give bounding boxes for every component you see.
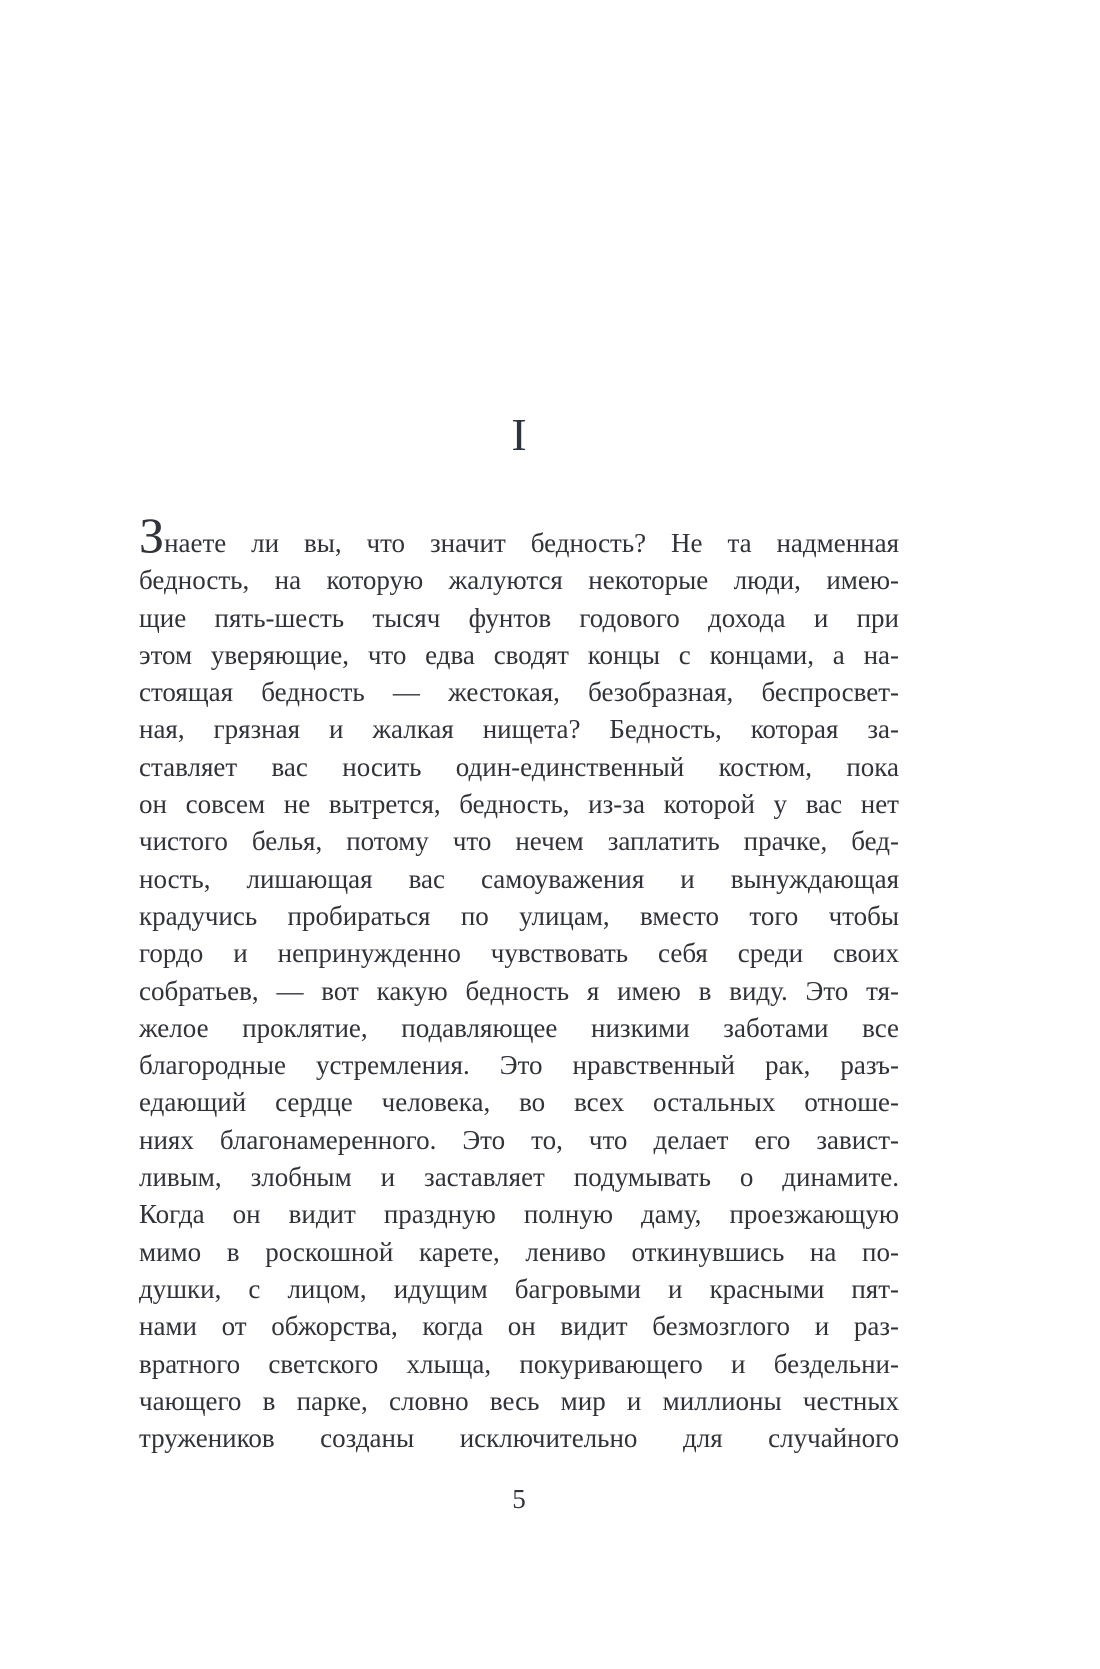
text-line: Когда он видит праздную полную даму, проезжающую: [139, 1199, 899, 1230]
text-line: благородные устремления. Это нравственный рак, разъ-: [139, 1050, 899, 1081]
text-line: ность, лишающая вас самоуважения и вынуждающая: [139, 863, 899, 894]
text-line: чистого белья, потому что нечем заплатить прачке, бед-: [139, 826, 899, 857]
text-line: желое проклятие, подавляющее низкими заботами все: [139, 1012, 899, 1043]
text-line: он совсем не вытрется, бедность, из-за которой у вас нет: [139, 789, 899, 820]
text-line: ная, грязная и жалкая нищета? Бедность, которая за-: [139, 714, 899, 745]
text-line: едающий сердце человека, во всех остальных отноше-: [139, 1087, 899, 1118]
text-line: душки, с лицом, идущим багровыми и красными пят-: [139, 1273, 899, 1304]
text-lines: [139, 562, 899, 1457]
text-line: бедность, на которую жалуются некоторые люди, имею-: [139, 565, 899, 596]
text-line: вратного светского хлыща, покуривающего и бездельни-: [139, 1348, 899, 1379]
text-line: ниях благонамеренного. Это то, что делает его завист-: [139, 1124, 899, 1155]
text-line: чающего в парке, словно весь мир и миллионы честных: [139, 1385, 899, 1416]
text-line: крадучись пробираться по улицам, вместо того чтобы: [139, 900, 899, 931]
text-line: тружеников созданы исключительно для случайного: [139, 1423, 899, 1454]
text-line: этом уверяющие, что едва сводят концы с концами, а на-: [139, 639, 899, 670]
text-line: гордо и непринужденно чувствовать себя среди своих: [139, 938, 899, 969]
page-number: 5: [512, 1484, 526, 1514]
text-line-first: [139, 507, 899, 563]
drop-cap: З: [139, 507, 165, 563]
chapter-heading: I: [511, 409, 527, 460]
text-line: собратьев, — вот какую бедность я имею в виду. Это тя-: [139, 975, 899, 1006]
text-line: нами от обжорства, когда он видит безмозглого и раз-: [139, 1311, 899, 1342]
text-line: мимо в роскошной карете, лениво откинувшись на по-: [139, 1236, 899, 1267]
text-line: ставляет вас носить один-единственный костюм, пока: [139, 751, 899, 782]
text-line: стоящая бедность — жестокая, безобразная, беспросвет-: [139, 677, 899, 708]
first-line-text: наете ли вы, что значит бедность? Не та надменная: [164, 528, 899, 558]
text-line: ливым, злобным и заставляет подумывать о динамите.: [139, 1162, 899, 1193]
text-line: щие пять-шесть тысяч фунтов годового дохода и при: [139, 602, 899, 633]
body-text: [139, 507, 899, 1457]
